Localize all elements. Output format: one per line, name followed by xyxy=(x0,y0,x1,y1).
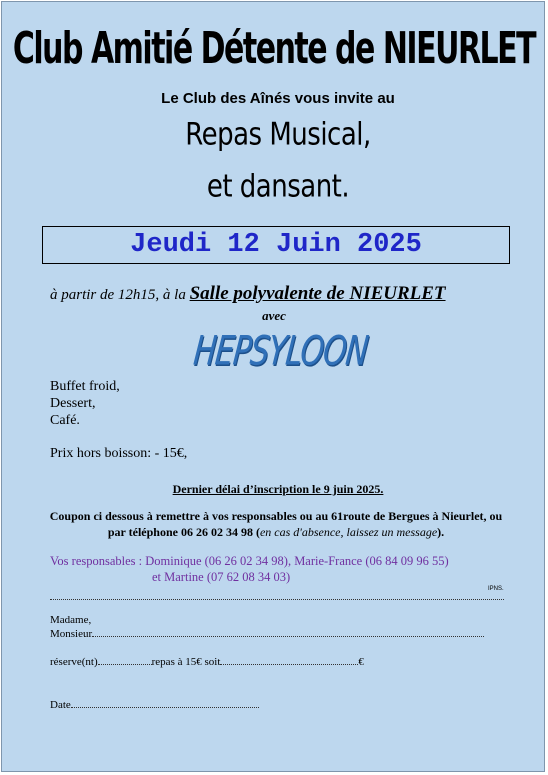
cut-line xyxy=(50,599,504,600)
club-title: Club Amitié Détente de NIEURLET xyxy=(12,24,536,75)
form-date-row xyxy=(50,699,259,711)
coupon-instructions xyxy=(42,508,510,540)
menu-item: Buffet froid, xyxy=(50,379,120,394)
form-reserve-label: réserve(nt) xyxy=(50,656,98,668)
venue-line xyxy=(50,283,446,305)
form-euro-label: € xyxy=(358,656,364,668)
price-line: Prix hors boisson: - 15€, xyxy=(50,446,188,461)
coupon-text: Coupon ci dessous à remettre à vos responsables ou au 61route de Bergues à Nieurlet, ou par téléphone 06 26 02 34 98 ( xyxy=(49,509,503,539)
form-date-label: Date xyxy=(50,699,71,711)
event-title-line2: et dansant. xyxy=(206,169,350,205)
form-monsieur-label: Monsieur xyxy=(50,628,93,640)
event-title-line1: Repas Musical, xyxy=(185,117,371,153)
deadline-line: Dernier délai d’inscription le 9 juin 2025. xyxy=(172,482,384,496)
form-repas-label: repas à 15€ soit xyxy=(151,656,221,668)
menu-list xyxy=(50,378,120,429)
coupon-note: en cas d'absence, laissez un message xyxy=(259,525,438,539)
flyer-page xyxy=(1,1,545,772)
menu-item: Dessert, xyxy=(50,396,96,411)
form-reservation-row xyxy=(50,656,364,668)
venue-prefix: à partir de 12h15, à la xyxy=(50,287,190,303)
invite-line: Le Club des Aînés vous invite au xyxy=(161,90,395,107)
form-madame: Madame, xyxy=(50,614,92,626)
venue-hall: Salle polyvalente de NIEURLET xyxy=(189,283,446,304)
with-label: avec xyxy=(262,308,286,323)
form-total-field[interactable] xyxy=(220,664,358,665)
responsables-line1: Vos responsables : Dominique (06 26 02 34 98), Marie-France (06 84 09 96 55) xyxy=(50,554,449,568)
form-count-field[interactable] xyxy=(98,664,152,665)
event-date-box: Jeudi 12 Juin 2025 xyxy=(42,226,510,264)
band-name: HEPSYLOON xyxy=(191,328,370,376)
form-date-field[interactable] xyxy=(71,707,259,708)
form-monsieur-row xyxy=(50,628,484,640)
form-name-field[interactable] xyxy=(92,636,484,637)
responsables-line2: et Martine (07 62 08 34 03) xyxy=(152,570,291,584)
menu-item: Café. xyxy=(50,413,80,428)
responsables xyxy=(50,553,449,585)
coupon-text-end: ). xyxy=(437,525,445,539)
ipns-mark: IPNS. xyxy=(488,586,504,592)
